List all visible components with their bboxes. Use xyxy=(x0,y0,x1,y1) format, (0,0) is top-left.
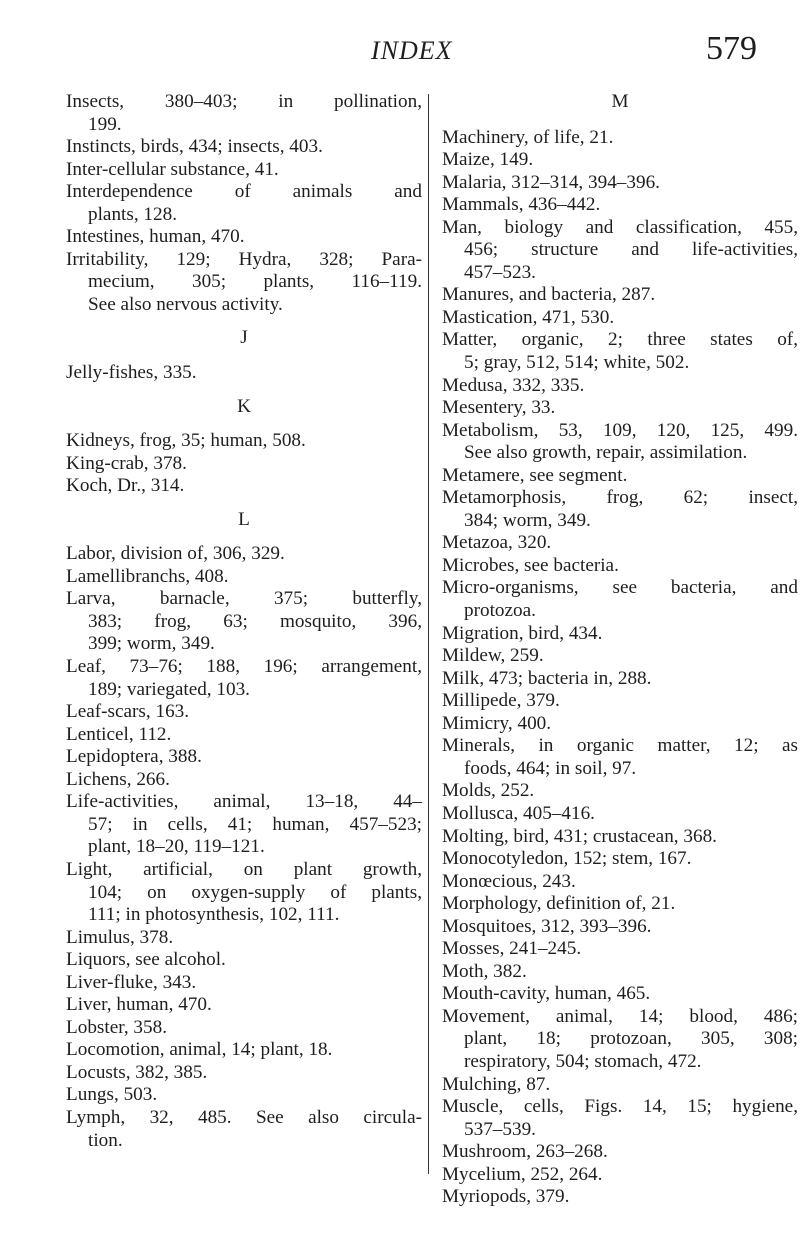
entry-line: Leaf, 73–76; 188, 196; arrangement, xyxy=(66,656,422,678)
entry-line: Minerals, in organic matter, 12; as xyxy=(442,735,798,757)
entry-line: Liquors, see alcohol. xyxy=(66,949,226,971)
entry-continuation-line: 199. xyxy=(88,113,122,135)
index-entry xyxy=(66,1062,422,1085)
entry-line: Mouth-cavity, human, 465. xyxy=(442,983,651,1005)
entry-line: Intestines, human, 470. xyxy=(66,226,245,248)
index-entry xyxy=(442,1164,798,1187)
entry-line: Muscle, cells, Figs. 14, 15; hygiene, xyxy=(442,1096,798,1118)
entry-line: Microbes, see bacteria. xyxy=(442,554,619,576)
index-entry xyxy=(442,307,798,330)
entry-continuation-line: plant, 18–20, 119–121. xyxy=(88,836,265,858)
entry-line: Movement, animal, 14; blood, 486; xyxy=(442,1005,798,1027)
entry-line: Malaria, 312–314, 394–396. xyxy=(442,171,660,193)
index-entry xyxy=(66,701,422,724)
entry-line: Larva, barnacle, 375; butterfly, xyxy=(66,588,422,610)
entry-line: Mammals, 436–442. xyxy=(442,194,601,216)
entry-continuation-line: 57; in cells, 41; human, 457–523; xyxy=(88,813,422,835)
index-entry xyxy=(66,543,422,566)
index-entry xyxy=(442,532,798,555)
entry-continuation-line: tion. xyxy=(88,1129,123,1151)
entry-line: Migration, bird, 434. xyxy=(442,622,603,644)
entry-line: Lenticel, 112. xyxy=(66,723,172,745)
entry-continuation-line: protozoa. xyxy=(464,600,536,622)
index-entry xyxy=(442,780,798,803)
entry-line: Interdependence of animals and xyxy=(66,181,422,203)
index-entry xyxy=(66,159,422,182)
entry-line: Metabolism, 53, 109, 120, 125, 499. xyxy=(442,419,798,441)
entry-continuation-line: 399; worm, 349. xyxy=(88,633,215,655)
entry-line: King-crab, 378. xyxy=(66,452,187,474)
entry-line: Manures, and bacteria, 287. xyxy=(442,284,656,306)
entry-continuation-line: plants, 128. xyxy=(88,203,178,225)
index-entry xyxy=(66,91,422,136)
entry-line: Light, artificial, on plant growth, xyxy=(66,858,422,880)
entry-line: Mesentery, 33. xyxy=(442,397,556,419)
index-entry xyxy=(66,746,422,769)
entry-line: Kidneys, frog, 35; human, 508. xyxy=(66,430,306,452)
index-entry xyxy=(66,588,422,656)
entry-line: Mulching, 87. xyxy=(442,1073,551,1095)
index-entry xyxy=(66,226,422,249)
page-header xyxy=(0,30,800,80)
index-entry xyxy=(442,217,798,285)
entry-line: Milk, 473; bacteria in, 288. xyxy=(442,667,652,689)
index-entry xyxy=(442,713,798,736)
entry-line: Moth, 382. xyxy=(442,960,527,982)
index-entry xyxy=(66,1039,422,1062)
index-entry xyxy=(442,375,798,398)
section-letter-j: J xyxy=(240,327,248,349)
entry-continuation-line: plant, 18; protozoan, 305, 308; xyxy=(464,1028,798,1050)
entry-line: Labor, division of, 306, 329. xyxy=(66,543,285,565)
running-title: INDEX xyxy=(371,36,453,65)
index-entry xyxy=(442,172,798,195)
index-entry xyxy=(66,972,422,995)
entry-continuation-line: See also nervous activity. xyxy=(88,293,283,315)
entry-line: Myriopods, 379. xyxy=(442,1186,570,1208)
index-entry xyxy=(442,1186,798,1209)
index-entry xyxy=(66,1084,422,1107)
entry-line: Lobster, 358. xyxy=(66,1016,168,1038)
entry-line: Micro-organisms, see bacteria, and xyxy=(442,577,798,599)
entry-line: Limulus, 378. xyxy=(66,926,174,948)
index-entry xyxy=(442,623,798,646)
index-entry xyxy=(442,668,798,691)
entry-line: Lamellibranchs, 408. xyxy=(66,565,229,587)
index-entry xyxy=(66,859,422,927)
entry-continuation-line: 456; structure and life-activities, xyxy=(464,239,798,261)
index-entry xyxy=(442,397,798,420)
index-entry xyxy=(442,916,798,939)
index-entry xyxy=(442,555,798,578)
index-entry xyxy=(442,465,798,488)
entry-line: Man, biology and classification, 455, xyxy=(442,216,798,238)
index-entry xyxy=(66,724,422,747)
index-entry xyxy=(442,983,798,1006)
entry-line: Mycelium, 252, 264. xyxy=(442,1163,603,1185)
entry-line: Mosquitoes, 312, 393–396. xyxy=(442,915,652,937)
entry-line: Metamere, see segment. xyxy=(442,464,628,486)
entry-line: Leaf-scars, 163. xyxy=(66,701,190,723)
entry-line: Morphology, definition of, 21. xyxy=(442,893,676,915)
index-entry xyxy=(442,284,798,307)
index-entry xyxy=(66,430,422,453)
index-entry xyxy=(442,577,798,622)
entry-line: Mosses, 241–245. xyxy=(442,938,582,960)
index-entry xyxy=(442,871,798,894)
entry-line: Metamorphosis, frog, 62; insect, xyxy=(442,487,798,509)
index-entry xyxy=(442,329,798,374)
entry-continuation-line: foods, 464; in soil, 97. xyxy=(464,757,637,779)
entry-line: Mastication, 471, 530. xyxy=(442,306,615,328)
entry-continuation-line: 111; in photosynthesis, 102, 111. xyxy=(88,904,340,926)
page-number: 579 xyxy=(706,30,757,67)
index-entry xyxy=(442,826,798,849)
index-entry xyxy=(442,961,798,984)
entry-continuation-line: See also growth, repair, assimilation. xyxy=(464,442,748,464)
entry-line: Lichens, 266. xyxy=(66,768,170,790)
index-entry xyxy=(442,1006,798,1074)
entry-line: Instincts, birds, 434; insects, 403. xyxy=(66,136,323,158)
entry-line: Locusts, 382, 385. xyxy=(66,1061,208,1083)
section-letter-l: L xyxy=(238,508,250,530)
column-divider xyxy=(428,94,429,1174)
index-entry xyxy=(442,938,798,961)
index-entry xyxy=(66,475,422,498)
entry-continuation-line: 537–539. xyxy=(464,1118,536,1140)
entry-line: Liver, human, 470. xyxy=(66,994,212,1016)
entry-line: Life-activities, animal, 13–18, 44– xyxy=(66,791,422,813)
entry-line: Mushroom, 263–268. xyxy=(442,1141,608,1163)
index-entry xyxy=(442,487,798,532)
index-entry xyxy=(442,645,798,668)
entry-line: Mimicry, 400. xyxy=(442,712,552,734)
index-entry xyxy=(442,194,798,217)
index-entry xyxy=(66,949,422,972)
entry-line: Mollusca, 405–416. xyxy=(442,802,595,824)
entry-continuation-line: mecium, 305; plants, 116–119. xyxy=(88,271,422,293)
index-entry xyxy=(66,656,422,701)
entry-line: Lymph, 32, 485. See also circula- xyxy=(66,1106,422,1128)
entry-line: Molds, 252. xyxy=(442,780,535,802)
index-entry xyxy=(442,420,798,465)
entry-line: Lepidoptera, 388. xyxy=(66,746,202,768)
entry-line: Lungs, 503. xyxy=(66,1084,158,1106)
index-entry xyxy=(66,769,422,792)
entry-continuation-line: 104; on oxygen-supply of plants, xyxy=(88,881,422,903)
index-entry xyxy=(442,803,798,826)
index-entry xyxy=(66,136,422,159)
index-entry xyxy=(66,994,422,1017)
entry-continuation-line: 5; gray, 512, 514; white, 502. xyxy=(464,352,690,374)
index-entry xyxy=(442,1074,798,1097)
index-entry xyxy=(442,735,798,780)
entry-line: Liver-fluke, 343. xyxy=(66,971,197,993)
entry-line: Monœcious, 243. xyxy=(442,870,576,892)
index-entry xyxy=(66,791,422,859)
entry-line: Machinery, of life, 21. xyxy=(442,126,614,148)
index-entry xyxy=(442,149,798,172)
index-entry xyxy=(442,690,798,713)
index-entry xyxy=(66,1107,422,1152)
index-entry xyxy=(66,566,422,589)
entry-line: Jelly-fishes, 335. xyxy=(66,362,197,384)
entry-line: Irritability, 129; Hydra, 328; Para- xyxy=(66,248,422,270)
entry-continuation-line: 189; variegated, 103. xyxy=(88,678,250,700)
section-letter-k: K xyxy=(237,395,251,417)
section-letter-m: M xyxy=(611,91,629,112)
index-entry xyxy=(442,1141,798,1164)
index-column-left xyxy=(66,91,422,1152)
index-entry xyxy=(66,927,422,950)
index-entry xyxy=(66,362,422,385)
index-entry xyxy=(442,848,798,871)
index-entry xyxy=(66,1017,422,1040)
entry-continuation-line: 383; frog, 63; mosquito, 396, xyxy=(88,610,422,632)
entry-line: Metazoa, 320. xyxy=(442,532,552,554)
index-entry xyxy=(442,1096,798,1141)
index-entry xyxy=(66,453,422,476)
entry-line: Monocotyledon, 152; stem, 167. xyxy=(442,848,692,870)
entry-line: Millipede, 379. xyxy=(442,690,560,712)
index-column-right xyxy=(442,91,798,1209)
entry-continuation-line: 384; worm, 349. xyxy=(464,509,591,531)
index-entry xyxy=(442,893,798,916)
entry-line: Molting, bird, 431; crustacean, 368. xyxy=(442,825,717,847)
entry-line: Koch, Dr., 314. xyxy=(66,475,185,497)
entry-line: Insects, 380–403; in pollination, xyxy=(66,91,422,112)
entry-line: Inter-cellular substance, 41. xyxy=(66,158,279,180)
entry-line: Medusa, 332, 335. xyxy=(442,374,585,396)
index-entry xyxy=(66,181,422,226)
index-entry xyxy=(66,249,422,317)
entry-continuation-line: respiratory, 504; stomach, 472. xyxy=(464,1050,702,1072)
entry-line: Maize, 149. xyxy=(442,149,534,171)
entry-continuation-line: 457–523. xyxy=(464,261,536,283)
index-entry xyxy=(442,127,798,150)
entry-line: Locomotion, animal, 14; plant, 18. xyxy=(66,1039,333,1061)
entry-line: Matter, organic, 2; three states of, xyxy=(442,329,798,351)
entry-line: Mildew, 259. xyxy=(442,645,544,667)
